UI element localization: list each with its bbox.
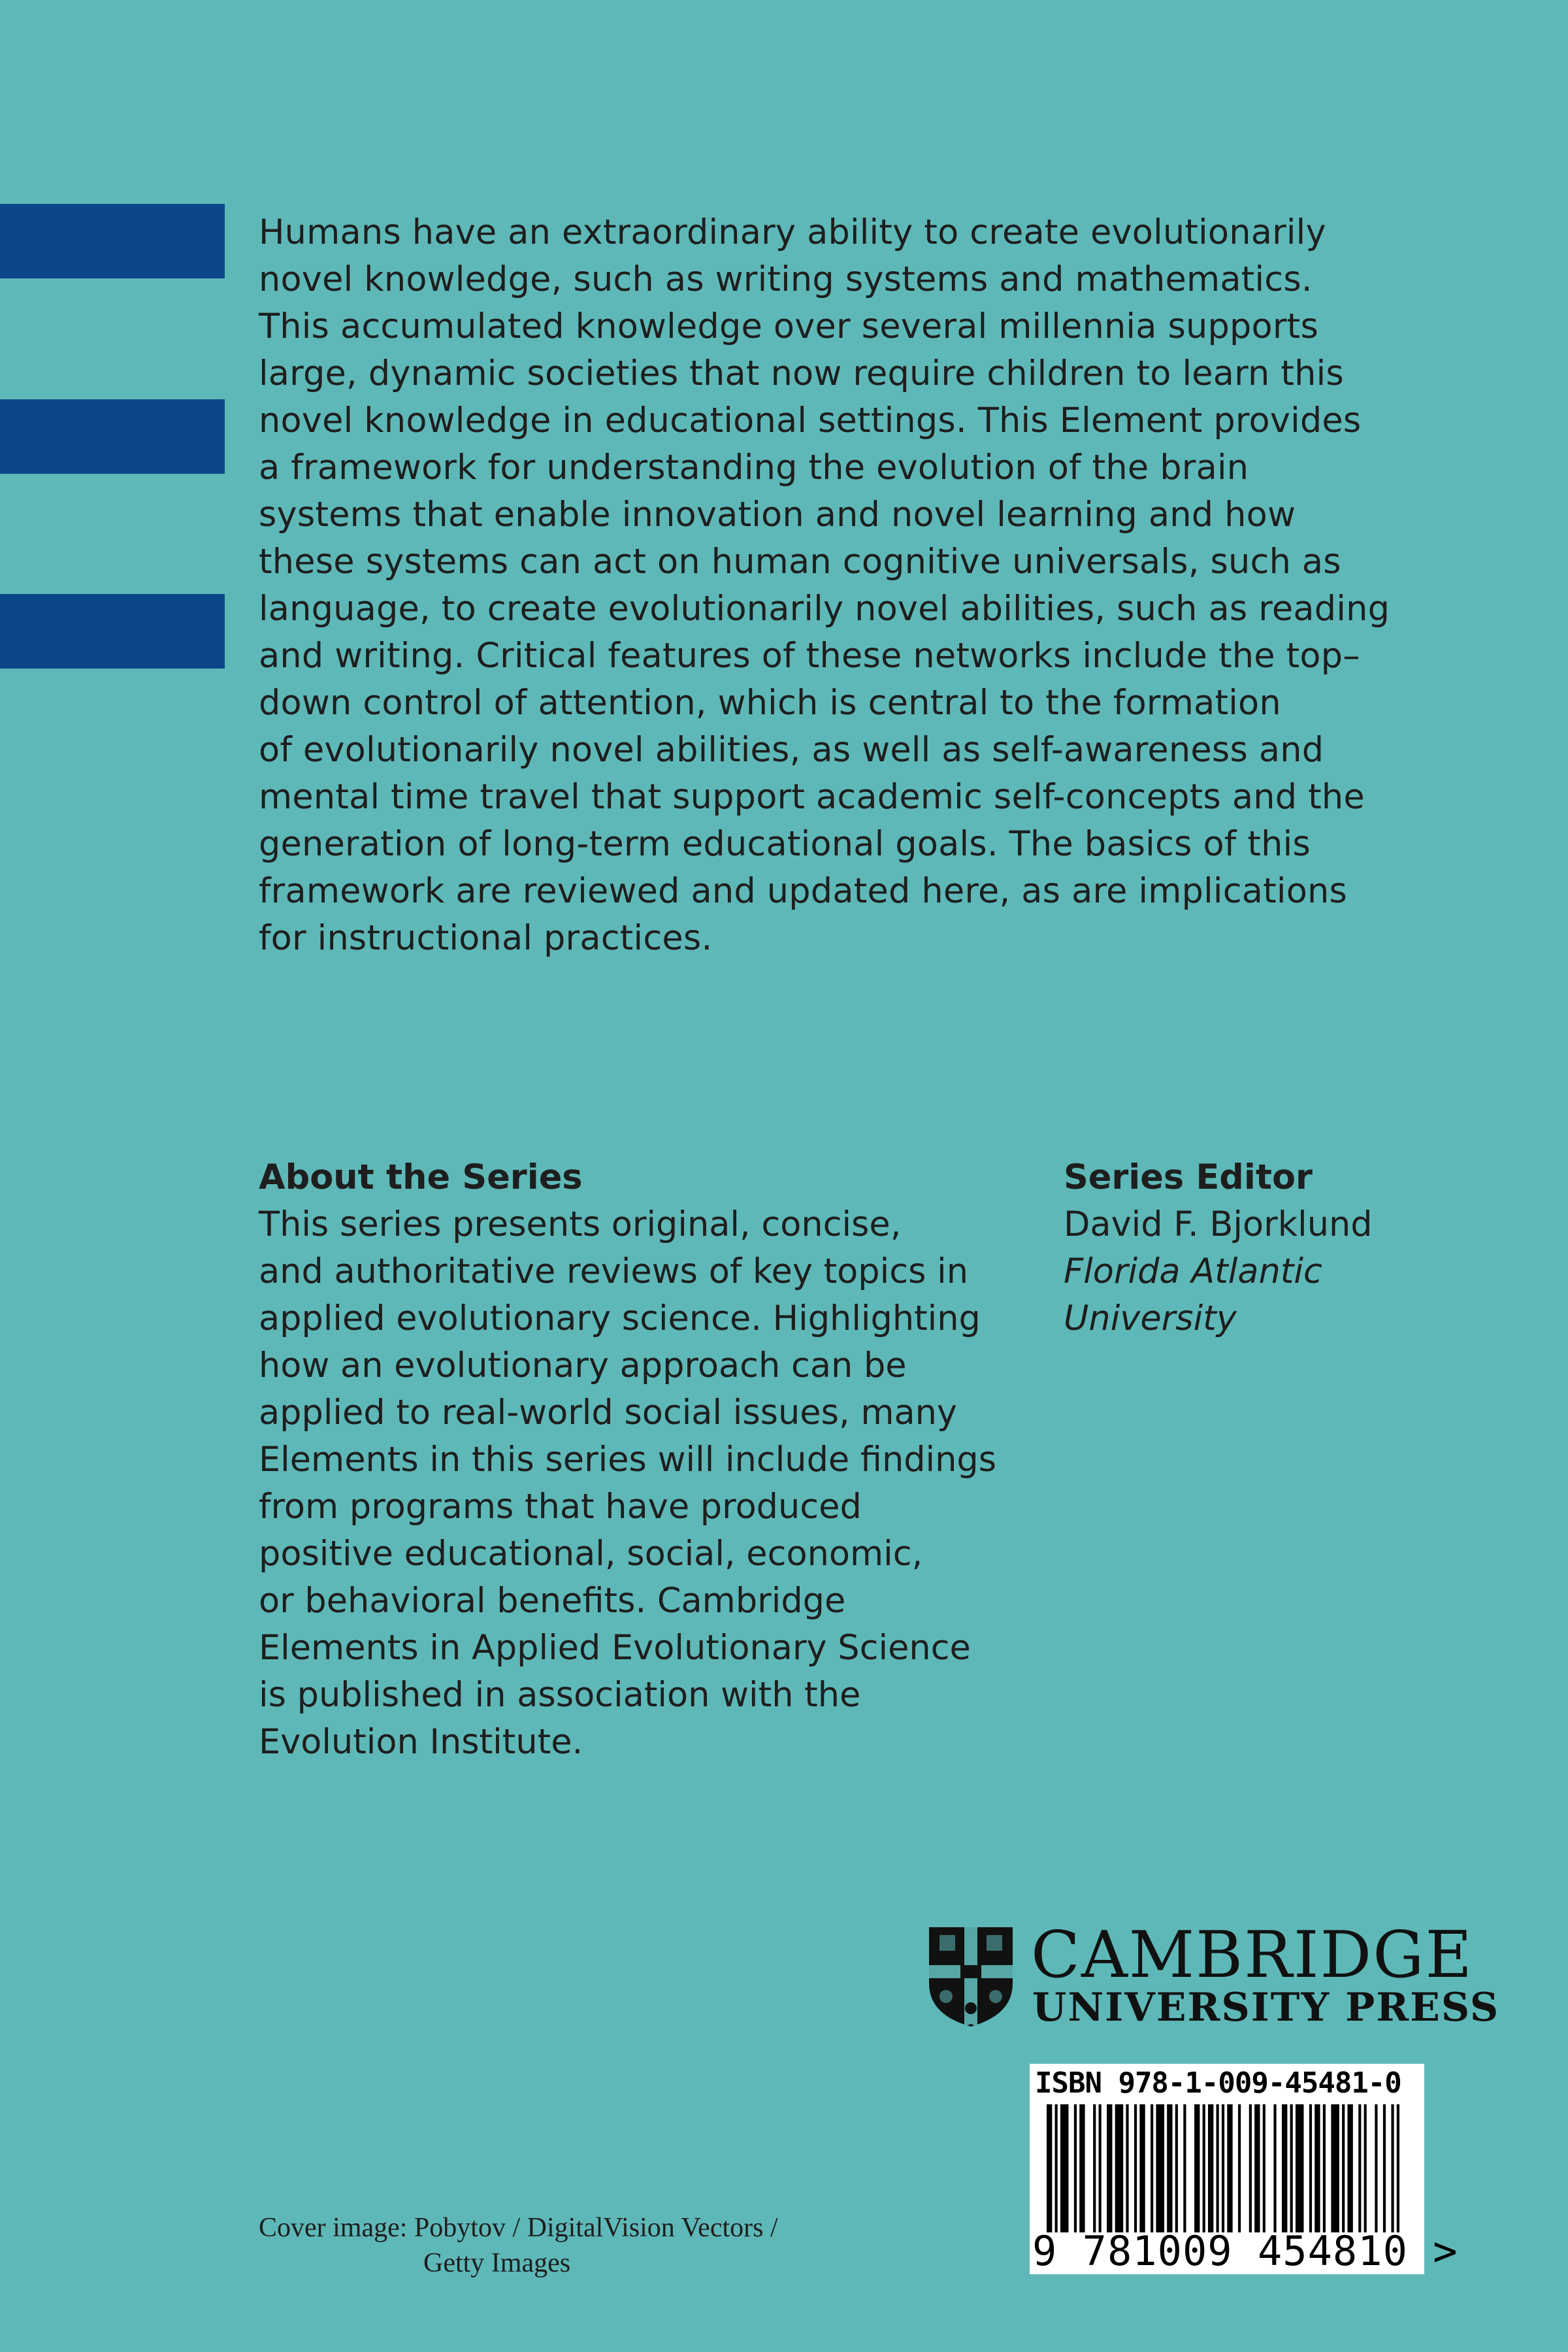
barcode-bar: [1238, 2104, 1241, 2232]
barcode-bar: [1093, 2104, 1096, 2232]
barcode-bar: [1060, 2104, 1069, 2232]
credit-line-1: Cover image: Pobytov / DigitalVision Vectors /: [259, 2213, 778, 2243]
barcode-bar: [1115, 2104, 1124, 2232]
series-editor-section: [1064, 1154, 1482, 1342]
barcode-bar: [1139, 2104, 1145, 2232]
barcode-bar: [1315, 2104, 1320, 2232]
barcode-bar: [1079, 2104, 1085, 2232]
barcode-bar: [1282, 2104, 1287, 2232]
about-series-text: This series presents original, concise, and authoritative reviews of key topics in applied evolutionary science. Highlighting how an evolutionary approach can be applied to real-world social issues, many Elements in this series will include findings from programs that have produced positive educational, social, economic, or behavioral benefits. Cambridge Elements in Applied Evolutionary Science is published in association with the Evolution Institute.: [259, 1204, 997, 1762]
accent-bar-bottom: [0, 594, 225, 669]
isbn-barcode: [1030, 2064, 1458, 2275]
barcode-bar: [1107, 2104, 1112, 2232]
barcode-bar: [1364, 2104, 1367, 2232]
cambridge-shield-icon: [926, 1925, 1015, 2028]
barcode-bar: [1151, 2104, 1153, 2232]
about-series-heading: About the Series: [259, 1157, 583, 1197]
accent-bar-middle: [0, 399, 225, 474]
barcode-bar: [1358, 2104, 1361, 2232]
barcode-bar: [1156, 2104, 1164, 2232]
barcode-bar: [1290, 2104, 1293, 2232]
about-series-section: [259, 1154, 1043, 1766]
barcode-bar: [1126, 2104, 1128, 2232]
barcode-bar: [1208, 2104, 1213, 2232]
university-press-wordmark: UNIVERSITY PRESS: [1032, 1985, 1500, 2030]
barcode-bar: [1217, 2104, 1219, 2232]
barcode-bar: [1227, 2104, 1232, 2232]
barcode-bar: [1099, 2104, 1102, 2232]
barcode-bar: [1249, 2104, 1252, 2232]
barcode-bar: [1175, 2104, 1178, 2232]
series-editor-name: David F. Bjorklund: [1064, 1204, 1373, 1244]
barcode-bar: [1074, 2104, 1077, 2232]
barcode-bar: [1047, 2104, 1052, 2232]
series-editor-heading: Series Editor: [1064, 1157, 1313, 1197]
barcode-bar: [1342, 2104, 1345, 2232]
barcode-bar: [1055, 2104, 1058, 2232]
barcode-bars: [1047, 2104, 1399, 2232]
cover-image-credit: [259, 2210, 847, 2281]
credit-line-2: Getty Images: [423, 2248, 571, 2278]
series-editor-affiliation: Florida Atlantic University: [1064, 1251, 1322, 1338]
barcode-bar: [1397, 2104, 1399, 2232]
barcode-bar: [1383, 2104, 1386, 2232]
barcode-bar: [1375, 2104, 1377, 2232]
barcode-bar: [1296, 2104, 1304, 2232]
barcode-bar: [1347, 2104, 1352, 2232]
cambridge-logo: [926, 1918, 1500, 2030]
barcode-bar: [1273, 2104, 1276, 2232]
barcode-bar: [1183, 2104, 1186, 2232]
barcode-bar: [1194, 2104, 1200, 2232]
barcode-bar: [1391, 2104, 1394, 2232]
isbn-label: ISBN 978-1-009-45481-0: [1035, 2066, 1401, 2100]
barcode-bar: [1309, 2104, 1312, 2232]
barcode-bar: [1323, 2104, 1326, 2232]
barcode-bar: [1222, 2104, 1224, 2232]
barcode-bar: [1203, 2104, 1205, 2232]
accent-bar-top: [0, 204, 225, 278]
book-blurb: Humans have an extraordinary ability to create evolutionarily novel knowledge, such as writing systems and mathematics. This accumulated knowledge over several millennia supports large, dynamic societies that now require children to learn this novel knowledge in educational settings. This Element provides a framework for understanding the evolution of the brain systems that enable innovation and novel learning and how these systems can act on human cognitive universals, such as language, to create evolutionarily novel abilities, such as reading and writing. Critical features of these networks include the top– down control of attention, which is central to the formation of evolutionarily novel abilities, as well as self-awareness and mental time travel that support academic self-concepts and the generation of long-term educational goals. The basics of this framework are reviewed and updated here, as are implications for instructional practices.: [259, 212, 1390, 958]
barcode-bar: [1263, 2104, 1266, 2232]
barcode-bar: [1134, 2104, 1137, 2232]
barcode-bar: [1254, 2104, 1260, 2232]
cambridge-wordmark: CAMBRIDGE: [1031, 1918, 1474, 1993]
barcode-bar: [1331, 2104, 1339, 2232]
barcode-bar: [1167, 2104, 1172, 2232]
barcode-digits: 9 781009 454810 >: [1032, 2227, 1458, 2275]
